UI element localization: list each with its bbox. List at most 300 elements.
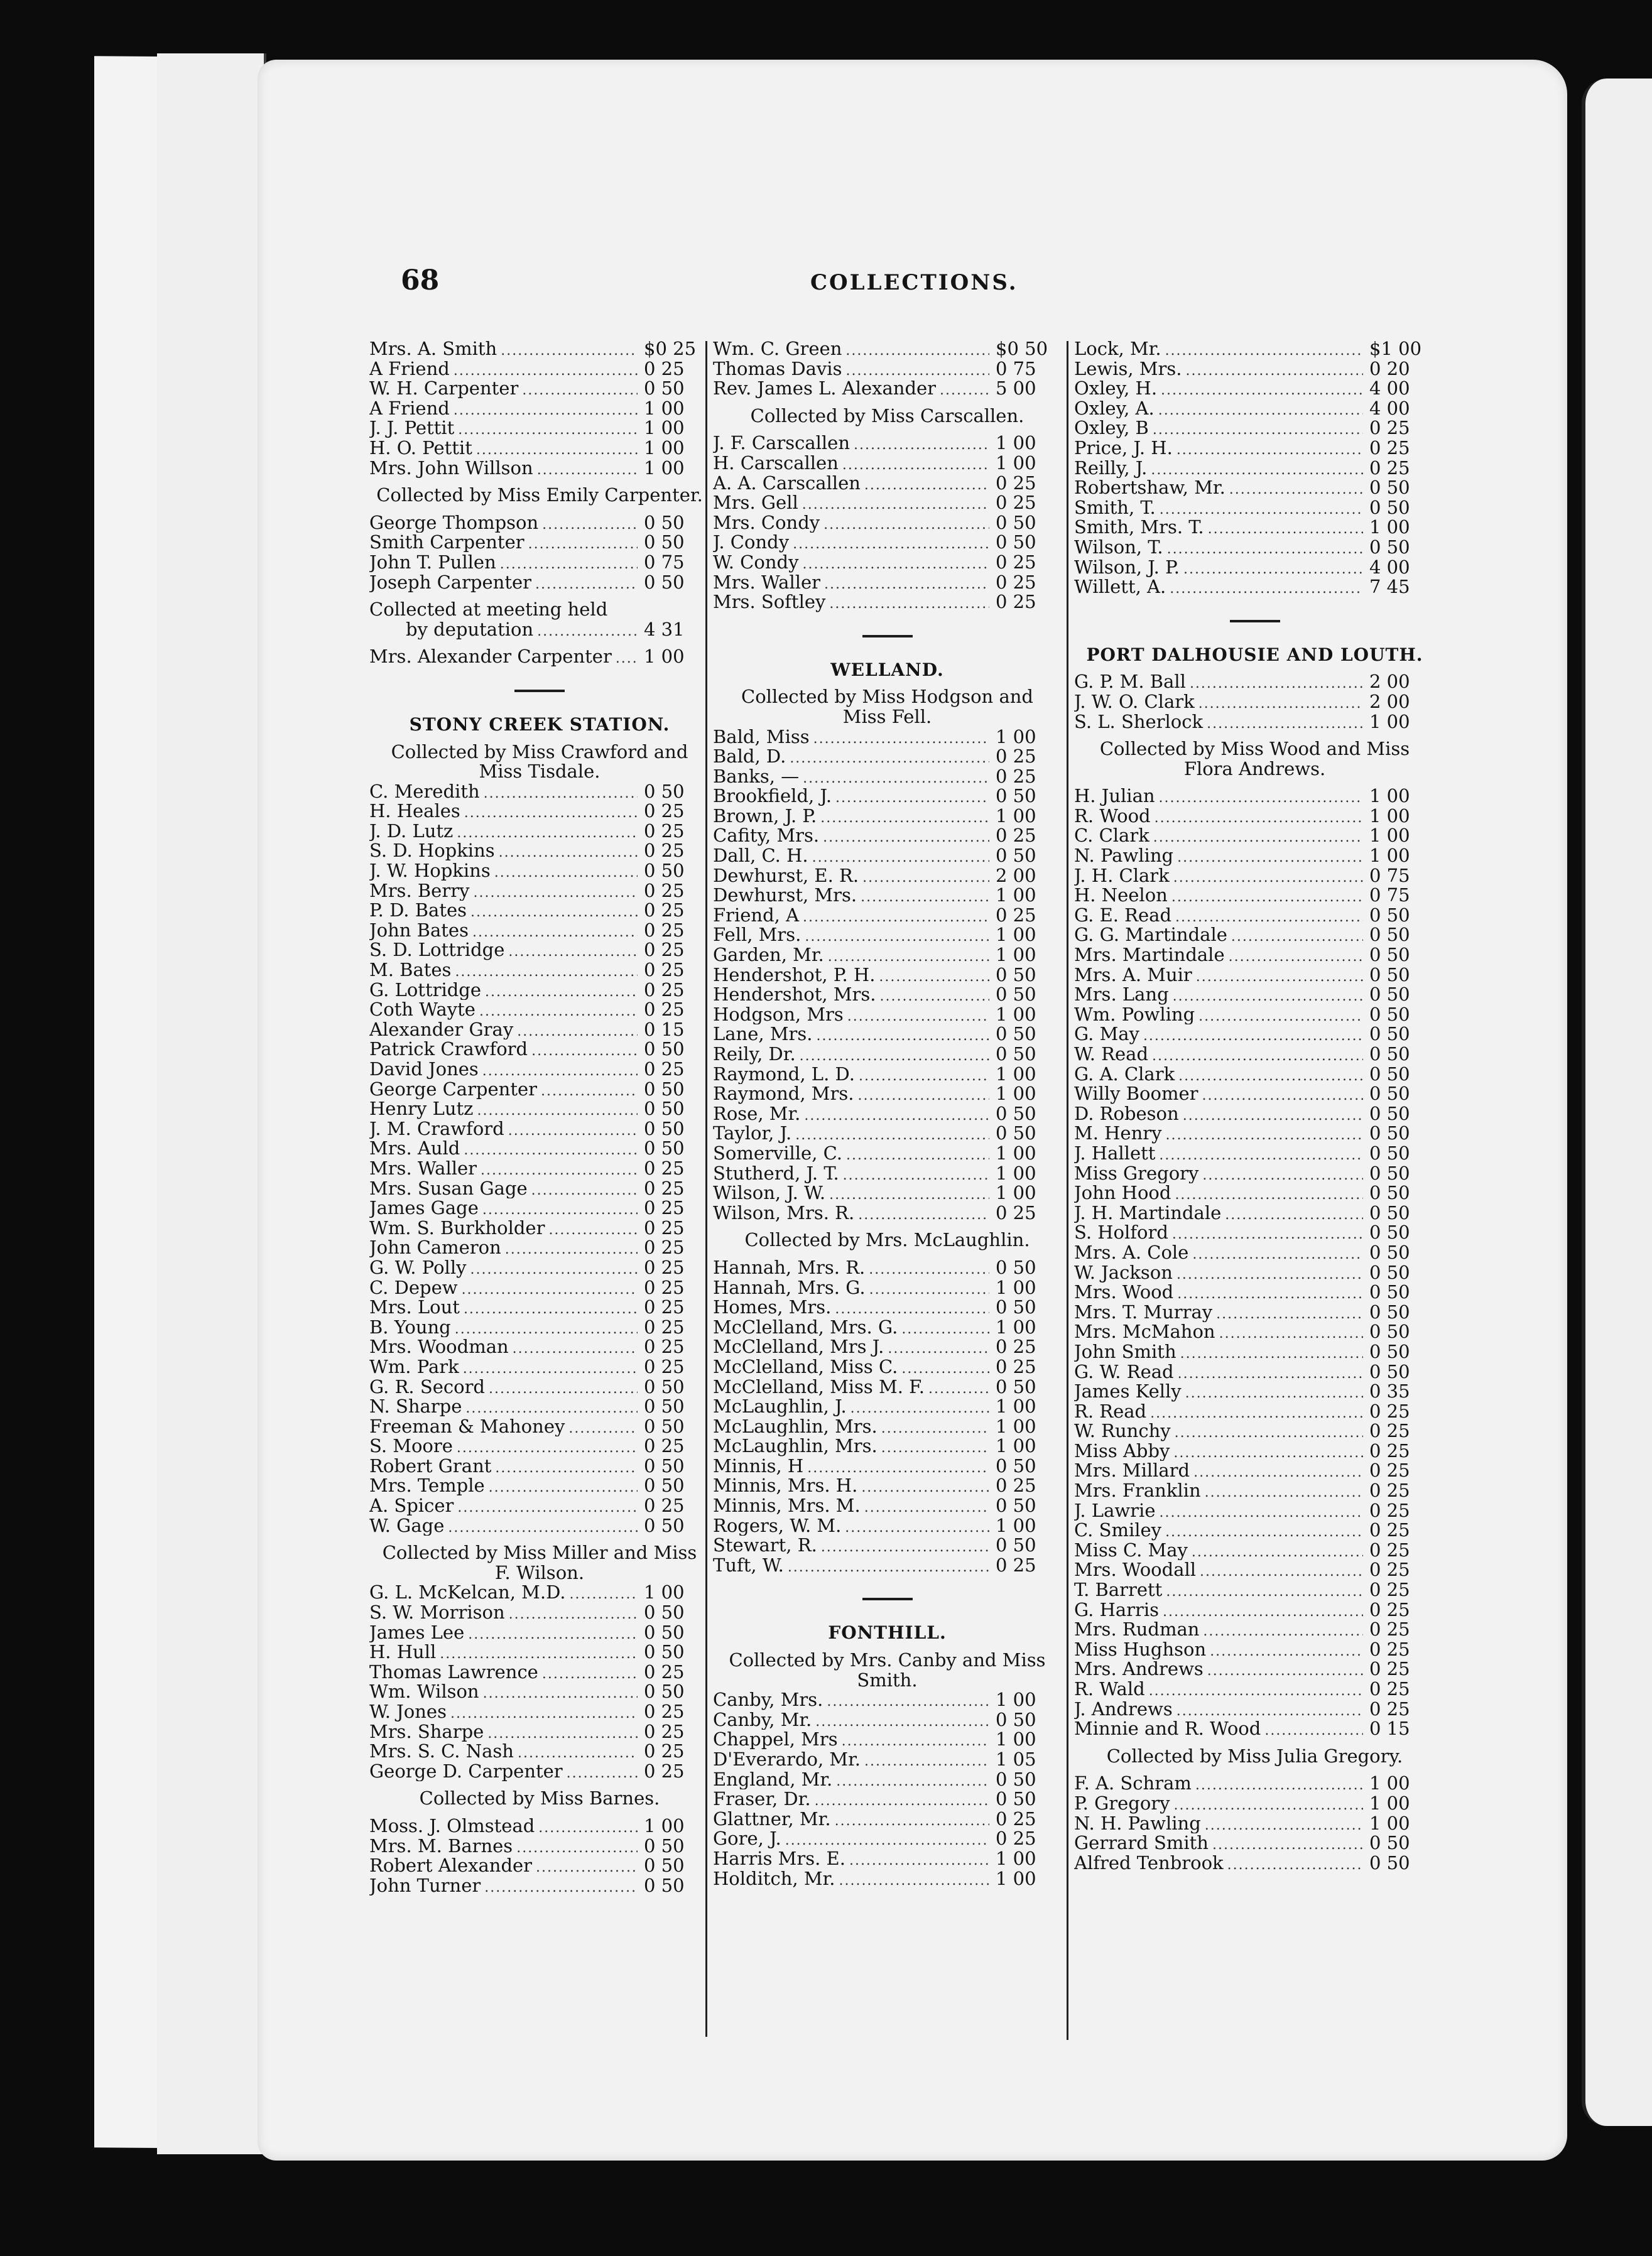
entry-amount: 0 25	[1369, 1481, 1410, 1501]
leader-dots	[1167, 540, 1363, 558]
entry-row	[369, 418, 710, 438]
entry-amount: 0 25	[644, 1198, 685, 1218]
leader-dots	[508, 942, 638, 960]
leader-dots	[839, 1871, 989, 1889]
entry-row	[369, 1159, 710, 1179]
entry-amount: 0 25	[644, 801, 685, 822]
leader-dots	[1177, 1284, 1363, 1303]
entry-amount: 1 00	[1369, 806, 1410, 827]
entry-name: Mrs. Susan Gage	[369, 1178, 528, 1199]
entry-row	[713, 1024, 1062, 1044]
entry-name: Stewart, R.	[713, 1536, 817, 1556]
entry-name: Willett, A.	[1074, 577, 1166, 597]
entry-name: Reily, Dr.	[713, 1044, 796, 1065]
leader-dots	[537, 460, 638, 479]
leader-dots	[458, 420, 638, 438]
entry-name: Mrs. Wood	[1074, 1283, 1174, 1303]
entry-amount: 0 50	[1369, 1124, 1410, 1144]
leader-dots	[1210, 1642, 1363, 1660]
entry-amount: 0 25	[996, 1829, 1036, 1849]
entry-amount: 5 00	[996, 379, 1036, 399]
entry-amount: 0 50	[996, 533, 1036, 553]
entry-row	[369, 881, 710, 901]
collector-heading-cont: Flora Andrews.	[1183, 757, 1326, 779]
entry-amount: 0 50	[1369, 1283, 1410, 1303]
entry-row	[369, 647, 710, 667]
back-page-edge-inner	[157, 53, 266, 2154]
leader-dots	[821, 1537, 989, 1556]
leader-dots	[470, 903, 638, 921]
entry-row	[369, 379, 710, 399]
leader-dots	[1171, 887, 1363, 906]
leader-dots	[793, 534, 989, 553]
entry-row	[1074, 1283, 1435, 1303]
leader-dots	[869, 1280, 989, 1298]
entry-name: S. W. Morrison	[369, 1603, 505, 1623]
entry-name: C. Smiley	[1074, 1521, 1162, 1541]
entry-amount: 0 50	[996, 1769, 1036, 1790]
entry-amount: 0 50	[644, 1642, 685, 1662]
leader-dots	[454, 401, 638, 419]
entry-list	[369, 339, 710, 478]
entry-amount: 1 00	[644, 418, 685, 438]
entry-name: Friend, A	[713, 905, 800, 926]
leader-dots	[1151, 460, 1363, 479]
entry-amount: 2 00	[1369, 672, 1410, 692]
entry-row	[1074, 786, 1435, 806]
leader-dots	[1207, 1661, 1363, 1679]
leader-dots	[828, 947, 989, 965]
entry-amount: 0 25	[996, 1203, 1036, 1223]
entry-name: N. Pawling	[1074, 846, 1174, 866]
section-rule	[1230, 620, 1280, 622]
entry-name: Bald, D.	[713, 747, 786, 767]
leader-dots	[803, 769, 989, 787]
entry-name: Lane, Mrs.	[713, 1024, 813, 1044]
entry-amount: 0 25	[644, 901, 685, 921]
entry-name: T. Barrett	[1074, 1580, 1163, 1600]
leader-dots	[450, 1704, 638, 1722]
entry-name: Mrs. Gell	[713, 493, 798, 513]
entry-amount: 0 50	[1369, 905, 1410, 926]
entry-amount: 1 00	[996, 1690, 1036, 1710]
entry-row	[369, 822, 710, 842]
entry-row	[713, 1789, 1062, 1809]
entry-row	[1074, 1203, 1435, 1223]
entry-row	[1074, 1362, 1435, 1382]
entry-row	[713, 1417, 1062, 1437]
entry-row	[369, 1623, 710, 1643]
entry-name: Mrs. Rudman	[1074, 1620, 1200, 1640]
entry-row	[1074, 1005, 1435, 1025]
entry-amount: 0 50	[1369, 478, 1410, 498]
leader-dots	[802, 555, 989, 573]
entry-amount: 0 20	[1369, 359, 1410, 379]
entry-amount: 0 25	[996, 1337, 1036, 1357]
leader-dots	[1229, 480, 1363, 498]
entry-row	[1074, 1084, 1435, 1104]
entry-row	[713, 1104, 1062, 1124]
entry-amount: 0 50	[996, 1044, 1036, 1065]
entry-name: Homes, Mrs.	[713, 1298, 832, 1318]
entry-amount: 0 25	[644, 1722, 685, 1742]
entry-amount: 0 75	[1369, 886, 1410, 906]
leader-dots	[861, 1478, 989, 1496]
entry-row	[1074, 538, 1435, 558]
leader-dots	[1153, 828, 1363, 846]
entry-list	[713, 433, 1062, 612]
entry-list	[1074, 672, 1435, 732]
entry-amount: 0 50	[644, 1416, 685, 1437]
entry-name: Alfred Tenbrook	[1074, 1853, 1224, 1874]
entry-amount: 0 25	[996, 1809, 1036, 1830]
entry-row	[713, 886, 1062, 906]
entry-name: Cafity, Mrs.	[713, 826, 820, 847]
leader-dots	[481, 1161, 638, 1179]
leader-dots	[455, 962, 638, 980]
entry-amount: 1 00	[644, 398, 685, 419]
entry-row	[1074, 1024, 1435, 1044]
leader-dots	[509, 1605, 638, 1623]
entry-amount: 1 00	[996, 1317, 1036, 1338]
leader-dots	[812, 848, 989, 866]
entry-name: McClelland, Miss C.	[713, 1357, 898, 1377]
entry-name: McClelland, Miss M. F.	[713, 1377, 925, 1397]
entry-name: G. E. Read	[1074, 905, 1172, 926]
entry-amount: 0 25	[1369, 1521, 1410, 1541]
entry-row	[1074, 692, 1435, 712]
entry-row	[713, 1124, 1062, 1144]
entry-row	[713, 1849, 1062, 1869]
leader-dots	[528, 534, 638, 553]
entry-amount: 1 00	[996, 1416, 1036, 1437]
entry-row	[369, 1742, 710, 1762]
entry-amount: 0 25	[996, 1357, 1036, 1377]
entry-row	[1074, 1461, 1435, 1481]
entry-amount: 0 25	[644, 1317, 685, 1338]
entry-name: C. Meredith	[369, 781, 480, 802]
entry-row	[369, 782, 710, 802]
entry-amount: 0 25	[644, 920, 685, 941]
entry-amount: 0 25	[1369, 1620, 1410, 1640]
leader-dots	[846, 1146, 989, 1164]
leader-dots	[864, 475, 989, 494]
leader-dots	[842, 1732, 989, 1750]
entry-row	[713, 727, 1062, 747]
entry-amount: 0 15	[1369, 1719, 1410, 1739]
entry-amount: 0 50	[644, 1622, 685, 1643]
leader-dots	[1159, 1503, 1363, 1521]
leader-dots	[842, 455, 989, 474]
entry-name: McLaughlin, Mrs.	[713, 1416, 878, 1437]
leader-dots	[1161, 381, 1363, 399]
leader-dots	[567, 1764, 638, 1782]
leader-dots	[1159, 788, 1363, 806]
entry-name: Smith, T.	[1074, 497, 1156, 518]
entry-amount: 1 00	[1369, 826, 1410, 847]
entry-name: Mrs. Millard	[1074, 1461, 1190, 1482]
leader-dots	[494, 863, 638, 881]
entry-name: Banks, —	[713, 766, 800, 787]
entry-amount: 0 50	[1369, 1223, 1410, 1243]
entry-row	[369, 1080, 710, 1100]
entry-amount: 0 75	[644, 552, 685, 573]
leader-dots	[843, 1166, 989, 1184]
entry-list	[713, 339, 1062, 399]
entry-amount: 0 25	[644, 1702, 685, 1722]
entry-name: W. H. Carpenter	[369, 379, 519, 399]
leader-dots	[790, 749, 989, 767]
leader-dots	[869, 1260, 989, 1278]
entry-amount: 0 50	[644, 379, 685, 399]
leader-dots	[1177, 1701, 1363, 1720]
leader-dots	[1170, 579, 1363, 597]
leader-dots	[1229, 947, 1363, 965]
entry-row	[1074, 712, 1435, 732]
leader-dots	[879, 967, 989, 985]
entry-name: G. Harris	[1074, 1600, 1160, 1620]
entry-amount: 0 50	[644, 1856, 685, 1876]
entry-row	[369, 901, 710, 921]
entry-amount: 1 00	[1369, 1813, 1410, 1834]
entry-name: Mrs. Franklin	[1074, 1481, 1201, 1501]
entry-amount: 0 50	[1369, 1163, 1410, 1184]
leader-dots	[804, 1106, 989, 1124]
entry-row	[369, 339, 710, 359]
entry-name: England, Mr.	[713, 1769, 833, 1790]
entry-name: A. Spicer	[369, 1496, 454, 1516]
entry-amount: $0 25	[644, 339, 697, 359]
entry-row	[1074, 1521, 1435, 1541]
leader-dots	[1165, 1522, 1363, 1541]
entry-row	[369, 620, 710, 640]
leader-dots	[835, 1299, 989, 1318]
entry-list	[369, 1816, 710, 1895]
entry-amount: $1 00	[1369, 339, 1422, 359]
entry-list	[1074, 1774, 1435, 1873]
entry-list	[1074, 786, 1435, 1739]
leader-dots	[516, 1838, 638, 1857]
entry-name: Hannah, Mrs. G.	[713, 1277, 866, 1298]
entry-name: Hannah, Mrs. R.	[713, 1257, 866, 1278]
entry-row	[369, 399, 710, 419]
entry-row	[713, 906, 1062, 926]
entry-row	[369, 533, 710, 553]
section-rule	[514, 690, 565, 692]
collector-heading: Collected by Miss Hodgson and	[741, 686, 1033, 708]
entry-row	[1074, 866, 1435, 886]
leader-dots	[849, 1851, 989, 1869]
leader-dots	[1177, 440, 1363, 458]
leader-dots	[881, 1438, 989, 1456]
entry-name: W. Condy	[713, 552, 799, 573]
entry-name: Stutherd, J. T.	[713, 1163, 839, 1184]
entry-list	[369, 782, 710, 1536]
entry-amount: 1 00	[996, 433, 1036, 453]
entry-amount: 1 00	[1369, 1793, 1410, 1814]
entry-list	[1074, 339, 1435, 597]
leader-dots	[465, 1399, 638, 1417]
entry-row	[1074, 339, 1435, 359]
entry-name: S. D. Lottridge	[369, 940, 505, 961]
leader-dots	[785, 1831, 989, 1849]
entry-name: Rose, Mr.	[713, 1104, 801, 1124]
entry-name: Minnis, Mrs. H.	[713, 1476, 858, 1497]
entry-name: S. L. Sherlock	[1074, 712, 1204, 732]
entry-name: Holditch, Mr.	[713, 1868, 835, 1889]
entry-amount: $0 50	[996, 339, 1048, 359]
entry-amount: 0 50	[996, 1456, 1036, 1477]
leader-dots	[1173, 868, 1363, 886]
entry-name: N. H. Pawling	[1074, 1813, 1201, 1834]
entry-row	[369, 1417, 710, 1437]
collector-heading: Collected by Miss Crawford and	[391, 740, 688, 762]
entry-amount: 0 25	[644, 1277, 685, 1298]
leader-dots	[455, 1320, 638, 1338]
entry-name: Fell, Mrs.	[713, 925, 802, 946]
leader-dots	[518, 1744, 638, 1762]
leader-dots	[522, 381, 638, 399]
entry-name: J. J. Pettit	[369, 418, 455, 438]
entry-row	[1074, 1223, 1435, 1243]
entry-name: R. Wald	[1074, 1679, 1145, 1700]
entry-name: Thomas Lawrence	[369, 1662, 538, 1683]
entry-name: Wm. Wilson	[369, 1682, 479, 1702]
entry-amount: 0 25	[1369, 1560, 1410, 1581]
leader-dots	[1149, 1681, 1363, 1700]
entry-name: F. A. Schram	[1074, 1774, 1192, 1794]
entry-row	[1074, 806, 1435, 827]
entry-row	[713, 767, 1062, 787]
entry-amount: 0 25	[644, 1178, 685, 1199]
entry-amount: 0 25	[1369, 1659, 1410, 1679]
leader-dots	[1200, 1562, 1363, 1580]
entry-row	[1074, 498, 1435, 518]
entry-row	[369, 1258, 710, 1278]
entry-amount: 1 00	[996, 1436, 1036, 1456]
entry-row	[369, 1642, 710, 1662]
entry-amount: 1 00	[644, 458, 685, 479]
entry-name: G. R. Secord	[369, 1377, 485, 1397]
entry-amount: 0 50	[1369, 945, 1410, 965]
entry-amount: 0 50	[644, 1377, 685, 1397]
entry-row	[713, 433, 1062, 453]
document-page	[258, 60, 1567, 2161]
leader-dots	[1155, 808, 1363, 827]
entry-row	[713, 1496, 1062, 1516]
leader-dots	[531, 1181, 638, 1199]
leader-dots	[1172, 1225, 1363, 1243]
entry-amount: 0 25	[1369, 1441, 1410, 1462]
entry-amount: 1 00	[1369, 518, 1410, 538]
entry-name: W. Jackson	[1074, 1262, 1173, 1283]
leader-dots	[880, 987, 990, 1005]
entry-amount: 0 25	[644, 1337, 685, 1357]
entry-row	[369, 1119, 710, 1139]
leader-dots	[517, 1022, 638, 1040]
entry-name: Somerville, C.	[713, 1143, 843, 1164]
entry-amount: 0 35	[1369, 1382, 1410, 1402]
entry-name: Miss Abby	[1074, 1441, 1170, 1462]
leader-dots	[568, 1419, 638, 1437]
entry-amount: 0 50	[996, 1710, 1036, 1730]
leader-dots	[489, 1379, 638, 1397]
entry-name: Wilson, J. W.	[713, 1183, 826, 1203]
entry-amount: 0 50	[996, 1298, 1036, 1318]
entry-amount: 0 25	[1369, 1540, 1410, 1561]
entry-amount: 0 50	[644, 1119, 685, 1139]
leader-dots	[1185, 1384, 1363, 1402]
entry-name: Mrs. John Willson	[369, 458, 533, 479]
next-page-edge	[1582, 79, 1652, 2126]
entry-amount: 0 25	[996, 552, 1036, 573]
entry-row	[1074, 672, 1435, 692]
entry-row	[1074, 379, 1435, 399]
leader-dots	[1152, 1046, 1363, 1065]
entry-amount: 1 05	[996, 1750, 1036, 1770]
entry-amount: 0 50	[644, 533, 685, 553]
entry-amount: 2 00	[996, 865, 1036, 886]
entry-amount: 0 50	[1369, 1024, 1410, 1044]
entry-row	[369, 573, 710, 593]
leader-dots	[803, 908, 989, 926]
entry-amount: 0 25	[996, 572, 1036, 593]
entry-row	[713, 474, 1062, 494]
entry-row	[369, 1318, 710, 1338]
leader-dots	[829, 594, 989, 612]
entry-name: J. F. Carscallen	[713, 433, 850, 453]
entry-name: by deputation	[406, 619, 534, 640]
entry-row	[713, 1536, 1062, 1556]
entry-amount: 0 25	[644, 1298, 685, 1318]
entry-row	[369, 1179, 710, 1199]
entry-amount: 0 25	[1369, 1600, 1410, 1620]
entry-amount: 0 50	[1369, 1242, 1410, 1263]
entry-row	[713, 1730, 1062, 1750]
entry-row	[1074, 478, 1435, 498]
entry-amount: 0 50	[996, 1536, 1036, 1556]
entry-row	[1074, 1382, 1435, 1402]
entry-amount: 0 25	[1369, 1401, 1410, 1422]
entry-name: John Turner	[369, 1875, 481, 1896]
leader-dots	[1180, 1344, 1363, 1362]
entry-row	[1074, 458, 1435, 479]
entry-name: Dewhurst, E. R.	[713, 865, 859, 886]
entry-amount: 4 00	[1369, 379, 1410, 399]
entry-name: H. Julian	[1074, 786, 1155, 806]
entry-row	[713, 339, 1062, 359]
entry-row	[713, 786, 1062, 806]
entry-name: H. Neelon	[1074, 886, 1168, 906]
entry-amount: 0 25	[1369, 1580, 1410, 1600]
entry-row	[369, 1039, 710, 1060]
entry-amount: 0 50	[996, 1257, 1036, 1278]
section-heading: FONTHILL.	[828, 1622, 947, 1644]
entry-row	[369, 359, 710, 379]
entry-amount: 1 00	[996, 1163, 1036, 1184]
entry-row	[1074, 1774, 1435, 1794]
entry-name: A Friend	[369, 398, 450, 419]
leader-dots	[1231, 927, 1363, 945]
entry-name: John Cameron	[369, 1238, 501, 1258]
entry-row	[713, 806, 1062, 827]
entry-name: Lock, Mr.	[1074, 339, 1161, 359]
leader-dots	[464, 803, 638, 822]
entry-name: George Thompson	[369, 512, 539, 533]
entry-amount: 0 50	[996, 1496, 1036, 1516]
entry-amount: 0 50	[1369, 1203, 1410, 1223]
entry-row	[713, 1476, 1062, 1496]
